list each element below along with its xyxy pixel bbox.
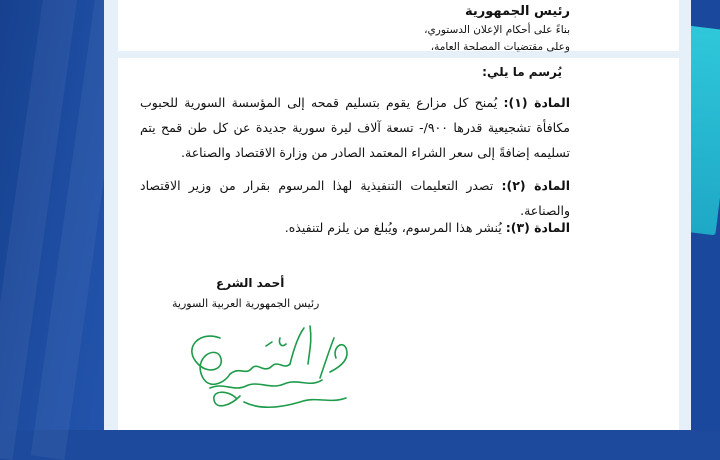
signatory-name: أحمد الشرع (216, 276, 285, 290)
article-1-label: المادة (١): (503, 95, 570, 110)
preamble-line-1: بناءً على أحكام الإعلان الدستوري، (424, 24, 570, 36)
signatory-title: رئيس الجمهورية العربية السورية (172, 297, 320, 310)
article-1 (140, 90, 570, 165)
article-3-text: يُنشر هذا المرسوم، ويُبلغ من يلزم لتنفيذه. (284, 220, 506, 235)
preamble-line-2: وعلى مقتضيات المصلحة العامة، (430, 41, 570, 53)
article-3 (140, 215, 570, 240)
document-header-sheet (118, 0, 679, 51)
handwritten-signature (180, 318, 380, 428)
article-1-text: يُمنح كل مزارع يقوم بتسليم قمحه إلى المؤسسة السورية للحبوب مكافأة تشجيعية قدرها ٩٠٠/- تسعة آلاف ليرة سورية جديدة عن كل طن قمح يتم تسليمه إضافةً إلى سعر الشراء المعتمد الصادر من وزارة الاقتصاد والصناعة. (140, 95, 570, 160)
president-heading: رئيس الجمهورية (465, 4, 570, 19)
article-2-text: تصدر التعليمات التنفيذية لهذا المرسوم بقرار من وزير الاقتصاد والصناعة. (140, 178, 570, 218)
article-3-label: المادة (٣): (505, 220, 570, 235)
decree-heading: يُرسم ما يلي: (482, 65, 562, 79)
article-2-label: المادة (٢): (501, 178, 571, 193)
